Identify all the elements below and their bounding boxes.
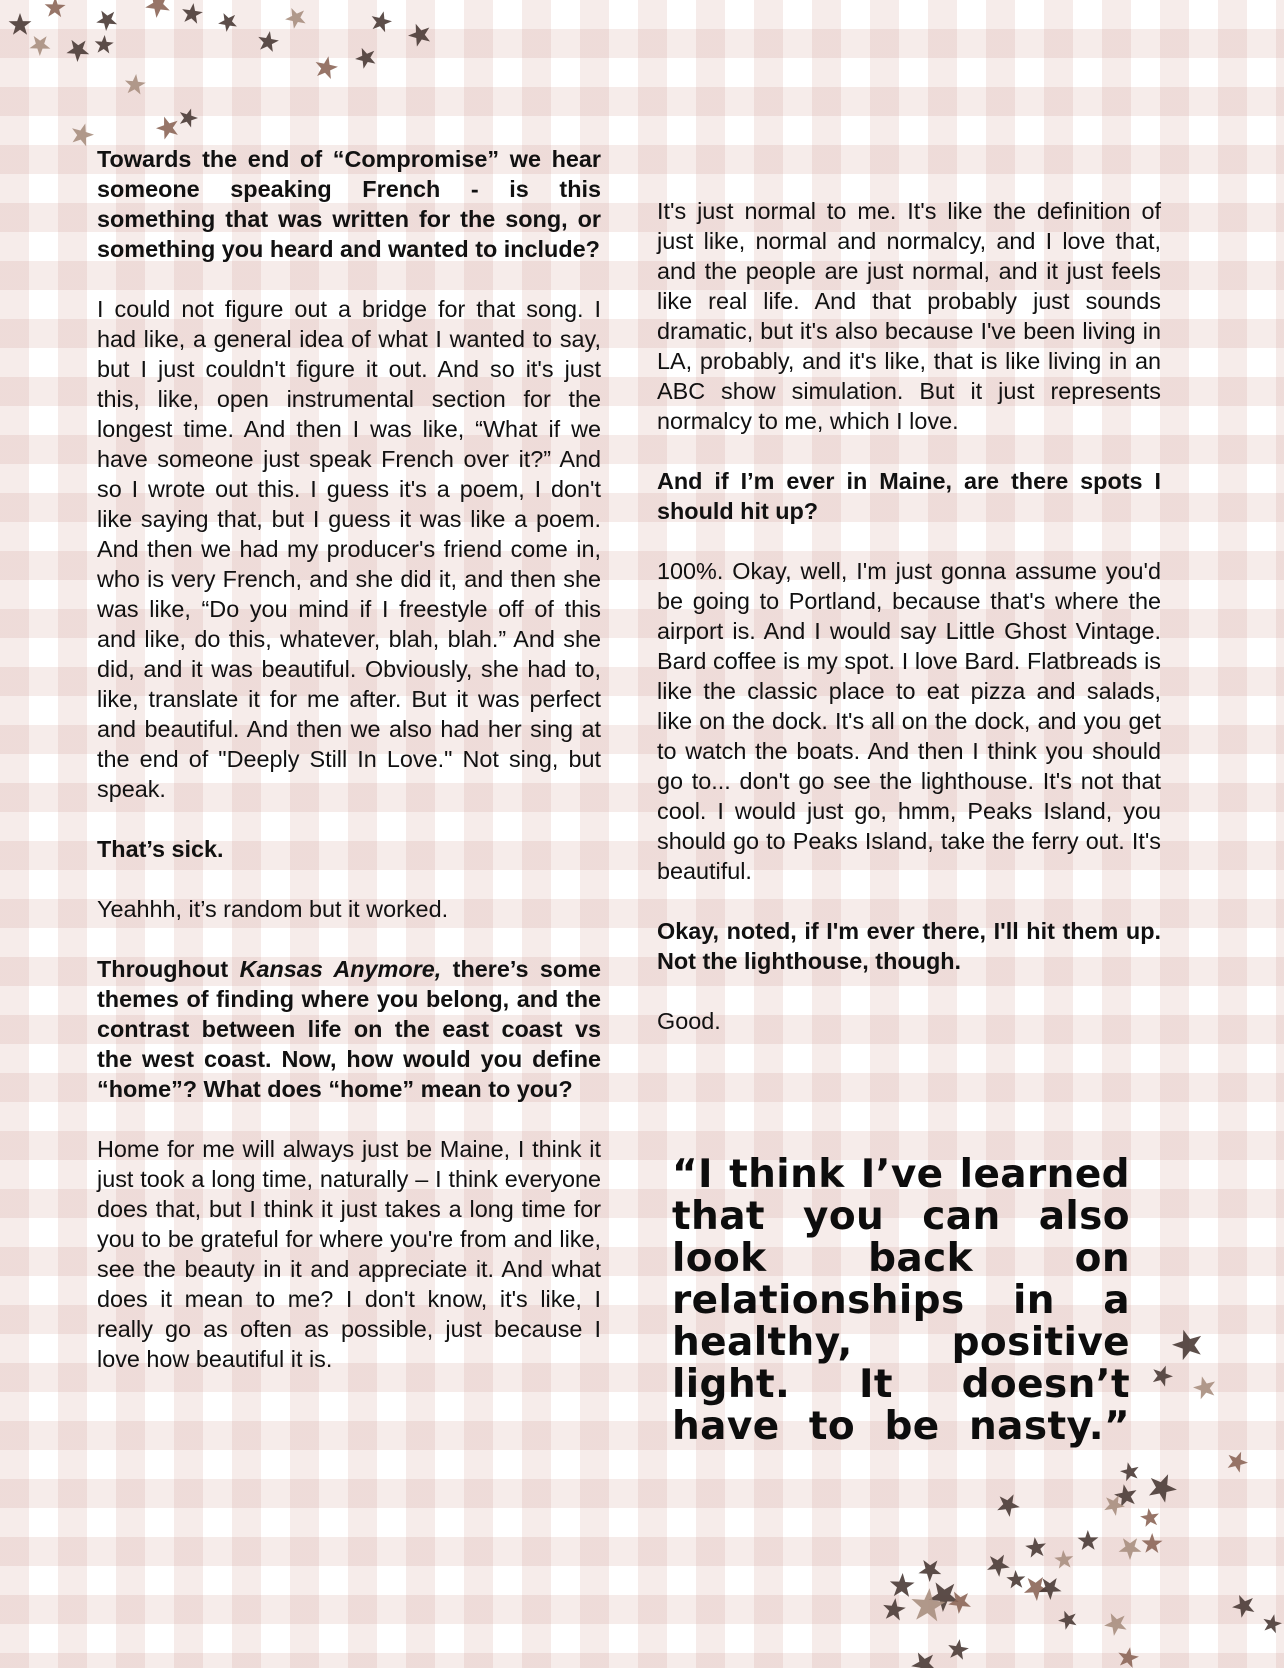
star-icon — [1141, 1533, 1162, 1553]
star-icon — [1169, 1323, 1210, 1365]
star-icon — [1144, 1468, 1181, 1504]
star-icon — [1112, 1480, 1142, 1510]
star-icon — [908, 1646, 942, 1668]
star-icon — [1149, 1362, 1175, 1388]
star-icon — [176, 106, 200, 129]
star-icon — [1035, 1572, 1066, 1603]
star-icon — [1261, 1612, 1284, 1634]
star-icon — [369, 9, 394, 33]
star-icon — [915, 1554, 946, 1585]
question-noted: Okay, noted, if I'm ever there, I'll hit them up. Not the lighthouse, though. — [657, 918, 1161, 974]
interjection: That’s sick. — [97, 836, 224, 862]
answer-home: Home for me will always just be Maine, I think it just took a long time, naturally – I think everyone does that, but I think it just takes a long time for you to be grateful for where you're from and like, see the beauty in it and appreciate it. And what does it mean to me? I don't know, it's like, I really go as often as possible, just because I love how beautiful it is. — [97, 1136, 601, 1372]
star-icon — [405, 19, 436, 50]
star-icon — [1191, 1372, 1222, 1403]
star-icon — [983, 1549, 1014, 1579]
star-icon — [946, 1637, 970, 1660]
star-icon — [1116, 1645, 1140, 1668]
star-icon — [256, 29, 280, 52]
star-icon — [9, 13, 32, 35]
question-home: Throughout Kansas Anymore, there’s some themes of finding where you belong, and the contrast between life on the east coast vs the west coast. Now, how would you define “home”? What does “home” mean to you? — [97, 956, 601, 1102]
answer-home-continued: It's just normal to me. It's like the definition of just like, normal and normalcy, and I love that, and the people are just normal, and it just feels like real life. And that probably just sounds dramatic, but it's also because I've been living in LA, probably, and it's like, that is like living in an ABC show simulation. But it just represents normalcy to me, which I love. — [657, 198, 1161, 434]
star-icon — [44, 0, 66, 17]
star-icon — [993, 1489, 1023, 1519]
star-icon — [924, 1574, 966, 1616]
star-icon — [1101, 1491, 1129, 1518]
star-icon — [1024, 1534, 1051, 1561]
star-icon — [1115, 1532, 1146, 1563]
star-icon — [216, 8, 242, 34]
star-icon — [1118, 1459, 1143, 1485]
pull-quote: “I think I’ve learned that you can also look back on relationships in a healthy, positive light. It doesn’t have to be nasty.” — [672, 1152, 1130, 1449]
answer-compromise: I could not figure out a bridge for that song. I had like, a general idea of what I wanted to say, but I just couldn't figure it out. And so it's just this, like, open instrumental section for the longest time. And then I was like, “What if we have someone just speak French over it?” And so I wrote out this. I guess it's a poem, I don't like saying that, but I guess it was like a poem. And then we had my producer's friend come in, who is very French, and she did it, and then she was like, “Do you mind if I freestyle off of this and like, do this, whatever, blah, blah.” And she did, and it was beautiful. Obviously, she had to, like, translate it for me after. But it was perfect and beautiful. And then we also had her sing at the end of "Deeply Still In Love." Not sing, but speak. — [97, 296, 601, 802]
star-icon — [1020, 1570, 1053, 1603]
star-icon — [1053, 1547, 1077, 1572]
star-icon — [910, 1587, 947, 1622]
star-icon — [180, 2, 203, 25]
right-column — [657, 196, 1161, 1066]
question-maine: And if I’m ever in Maine, are there spots I should hit up? — [657, 468, 1161, 524]
star-icon — [1229, 1589, 1260, 1620]
answer-maine: 100%. Okay, well, I'm just gonna assume you'd be going to Portland, because that's where the airport is. And I would say Little Ghost Vintage. Bard coffee is my spot. I love Bard. Flatbreads is like the classic place to eat pizza and salads, like on the dock. It's all on the dock, and you get to watch the boats. And then I think you should go to... don't go see the lighthouse. It's not that cool. I would just go, hmm, Peaks Island, you should go to Peaks Island, take the ferry out. It's beautiful. — [657, 558, 1161, 884]
star-icon — [1005, 1568, 1029, 1592]
question-compromise: Towards the end of “Compromise” we hear someone speaking French - is this something that was written for the song, or something you heard and wanted to include? — [97, 146, 601, 262]
star-icon — [282, 3, 311, 32]
star-icon — [313, 54, 340, 80]
star-icon — [26, 30, 55, 58]
star-icon — [889, 1572, 915, 1597]
star-icon — [142, 0, 176, 21]
star-icon — [93, 5, 122, 34]
star-icon — [945, 1585, 976, 1616]
star-icon — [1138, 1505, 1163, 1530]
answer-good: Good. — [657, 1008, 721, 1034]
answer-random: Yeahhh, it’s random but it worked. — [97, 896, 449, 922]
album-title: Kansas Anymore, — [239, 956, 442, 982]
star-icon — [63, 33, 94, 64]
star-icon — [352, 43, 381, 72]
star-icon — [68, 120, 96, 147]
star-icon — [1224, 1448, 1251, 1474]
star-icon — [153, 112, 184, 143]
star-icon — [124, 73, 147, 95]
left-column — [97, 144, 601, 1404]
star-icon — [1101, 1607, 1132, 1638]
star-icon — [1056, 1606, 1082, 1632]
star-icon — [1076, 1528, 1102, 1554]
star-icon — [94, 34, 114, 53]
star-icon — [881, 1597, 906, 1621]
